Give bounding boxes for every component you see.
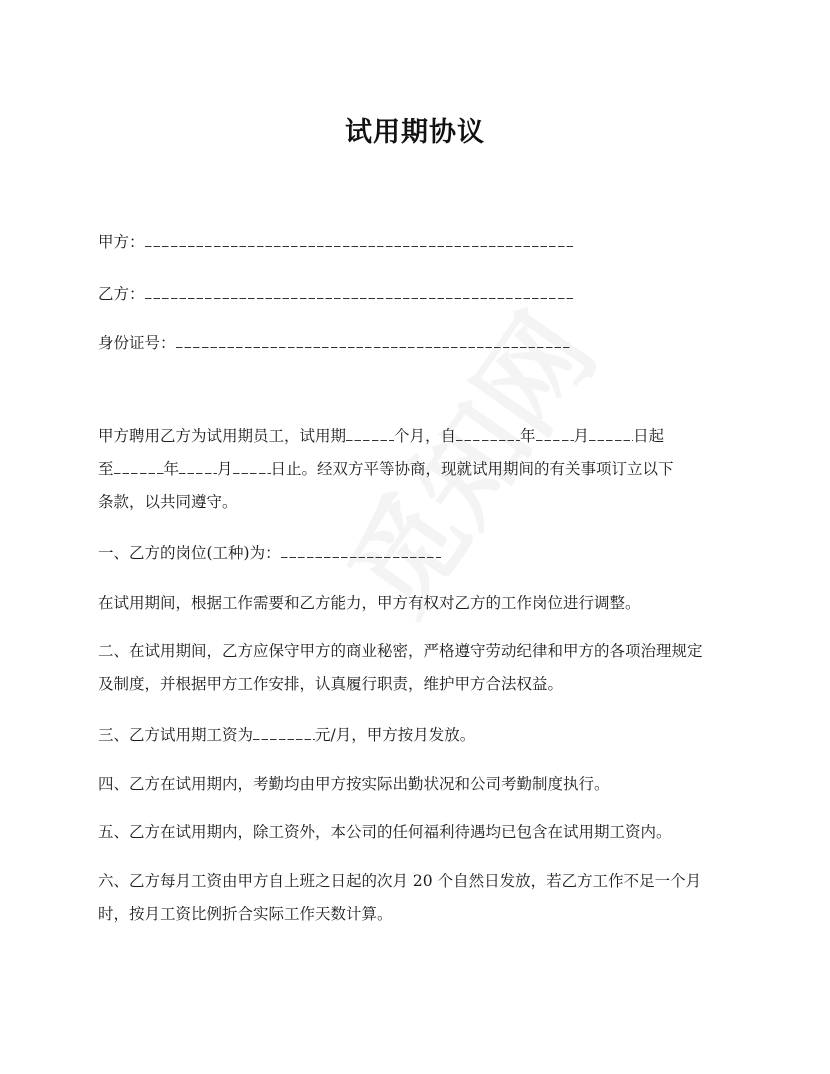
text: 年 (163, 460, 180, 478)
party-a-line (98, 232, 575, 252)
text: 日起 (633, 427, 665, 445)
intro-line-3: 条款，以共同遵守。 (98, 493, 238, 511)
text: 月 (217, 460, 233, 478)
party-b-blank[interactable] (145, 285, 575, 299)
intro-line-1 (98, 426, 664, 446)
salary-blank[interactable] (253, 726, 315, 740)
clause-1 (98, 543, 441, 563)
end-day-blank[interactable] (233, 460, 271, 474)
start-day-blank[interactable] (589, 427, 633, 441)
clause-4: 四、乙方在试用期内，考勤均由甲方按实际出勤状况和公司考勤制度执行。 (98, 775, 610, 793)
text: 元/月，甲方按月发放。 (315, 726, 476, 744)
id-blank[interactable] (176, 334, 571, 348)
party-b-line (98, 284, 575, 304)
text: 日止。经双方平等协商，现就试用期间的有关事项订立以下 (270, 460, 674, 478)
position-blank[interactable] (281, 544, 441, 558)
party-b-label: 乙方： (98, 285, 145, 303)
text: 一、乙方的岗位(工种)为： (98, 544, 281, 562)
intro-line-2 (98, 459, 674, 479)
clause-6-line-1: 六、乙方每月工资由甲方自上班之日起的次月 20 个自然日发放，若乙方工作不足一个月 (98, 872, 702, 890)
months-blank[interactable] (346, 427, 394, 441)
clause-5: 五、乙方在试用期内，除工资外，本公司的任何福利待遇均已包含在试用期工资内。 (98, 823, 672, 841)
text: 月 (573, 427, 590, 445)
clause-1-note: 在试用期间，根据工作需要和乙方能力，甲方有权对乙方的工作岗位进行调整。 (98, 594, 641, 612)
start-month-blank[interactable] (536, 427, 574, 441)
clause-6-line-2: 时，按月工资比例折合实际工作天数计算。 (98, 905, 393, 923)
text: 三、乙方试用期工资为 (98, 726, 254, 744)
text: 至 (98, 460, 114, 478)
text: 甲方聘用乙方为试用期员工，试用期 (98, 427, 347, 445)
text: 个月，自 (394, 427, 457, 445)
party-a-label: 甲方： (98, 233, 145, 251)
document-title: 试用期协议 (345, 117, 485, 148)
party-a-blank[interactable] (145, 233, 575, 247)
id-line (98, 333, 571, 353)
end-year-blank[interactable] (114, 460, 164, 474)
start-year-blank[interactable] (456, 427, 520, 441)
clause-3 (98, 725, 475, 745)
clause-2-line-1: 二、在试用期间，乙方应保守甲方的商业秘密，严格遵守劳动纪律和甲方的各项治理规定 (98, 642, 703, 660)
end-month-blank[interactable] (179, 460, 217, 474)
id-label: 身份证号： (98, 334, 176, 352)
clause-2-line-2: 及制度，并根据甲方工作安排，认真履行职责，维护甲方合法权益。 (98, 675, 564, 693)
text: 年 (520, 427, 536, 445)
